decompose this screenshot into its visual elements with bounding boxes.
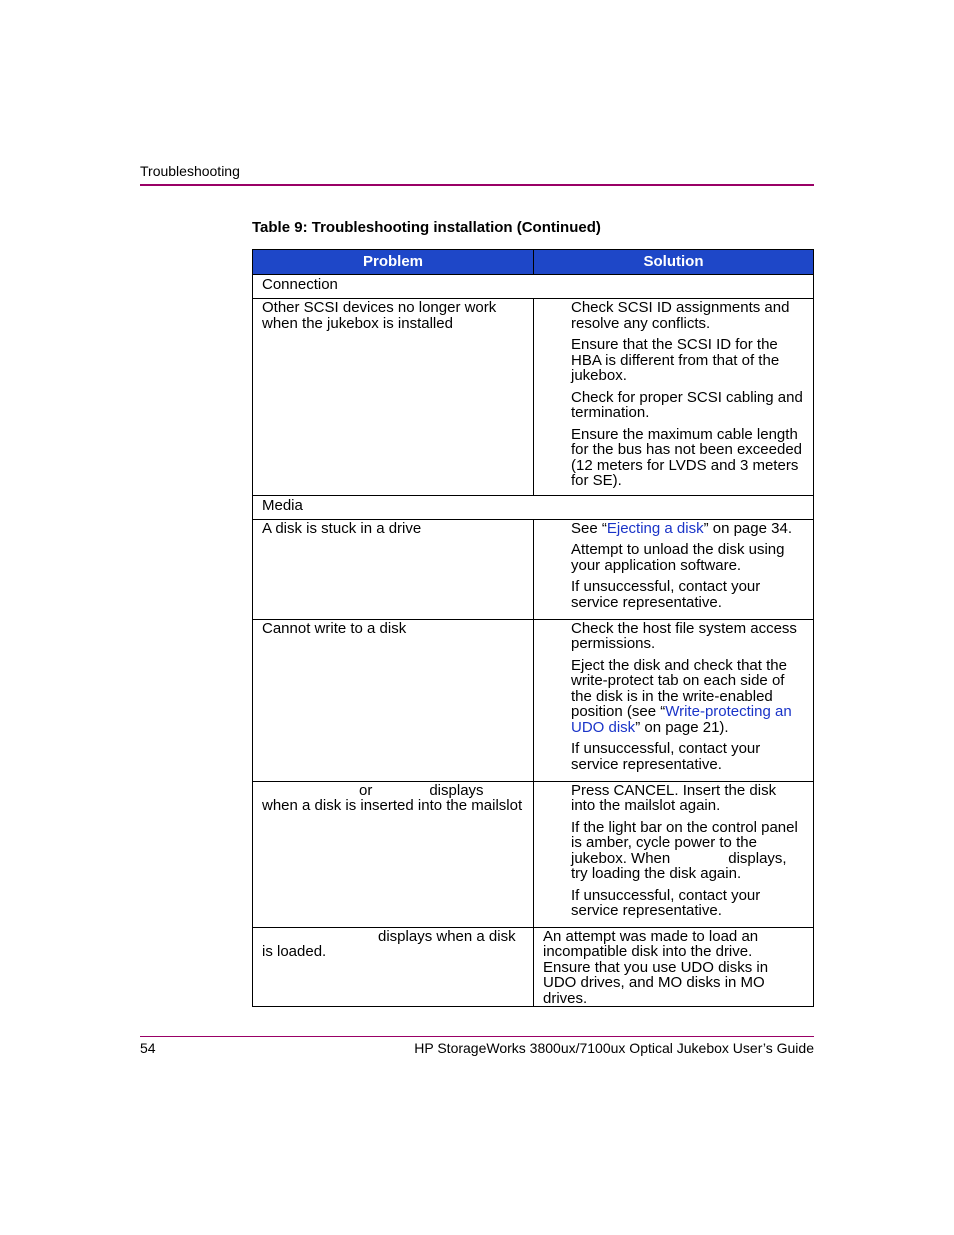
solution-item: Ensure that the SCSI ID for the HBA is different from that of the jukebox. <box>571 336 780 384</box>
solution-text: See “ <box>571 519 607 537</box>
problem-text: or <box>359 781 373 799</box>
table-row <box>253 619 814 781</box>
table-row <box>253 927 814 1007</box>
solution-item: Check for proper SCSI cabling and termination. <box>571 388 803 421</box>
section-row-media <box>253 495 814 519</box>
solution-text: If the light bar on the control panel is amber, cycle power to the jukebox. When <box>571 818 798 867</box>
problem-cell <box>253 927 534 1007</box>
problem-text: when a disk is inserted into the mailslot <box>262 797 523 814</box>
solution-item <box>571 521 803 537</box>
solution-item: Check SCSI ID assignments and resolve any conflicts. <box>571 299 790 332</box>
problem-text: displays when a disk <box>378 927 516 945</box>
solution-text: ” on page 21). <box>635 718 729 736</box>
solution-text: . Insert the disk into the mailslot again. <box>571 781 777 814</box>
problem-text: displays <box>429 781 484 799</box>
problem-cell: A disk is stuck in a drive <box>253 519 534 619</box>
table-header-row <box>253 250 814 275</box>
solution-text: ” on page 34. <box>703 519 792 537</box>
solution-item: Attempt to unload the disk using your application software. <box>571 541 785 574</box>
troubleshooting-table <box>252 249 814 1007</box>
solution-item: If unsuccessful, contact your service representative. <box>571 578 761 611</box>
section-title-connection: Connection <box>253 275 814 299</box>
section-row-connection <box>253 275 814 299</box>
section-title-media: Media <box>253 495 814 519</box>
header-rule <box>140 184 814 186</box>
column-header-problem: Problem <box>253 250 534 275</box>
write-protecting-link[interactable]: Write-protecting an UDO disk <box>571 703 792 736</box>
solution-item: If unsuccessful, contact your service representative. <box>571 740 761 773</box>
solution-cell: An attempt was made to load an incompatible disk into the drive. Ensure that you use UDO disks in UDO drives, and MO disks in MO drives. <box>534 927 814 1007</box>
page-number: 54 <box>140 1040 156 1056</box>
footer-rule <box>140 1036 814 1037</box>
solution-item: Ensure the maximum cable length for the bus has not been exceeded (12 meters for LVDS and 3 meters for SE). <box>571 425 803 489</box>
solution-text: Press <box>571 781 614 799</box>
running-header: Troubleshooting <box>140 163 240 179</box>
solution-cell <box>534 619 814 781</box>
solution-item: If unsuccessful, contact your service representative. <box>571 886 761 919</box>
solution-cell <box>534 781 814 927</box>
guide-title: HP StorageWorks 3800ux/7100ux Optical Jukebox User’s Guide <box>414 1040 814 1056</box>
solution-item <box>571 820 803 882</box>
solution-item <box>571 658 803 736</box>
problem-cell: Other SCSI devices no longer work when the jukebox is installed <box>253 299 534 496</box>
cancel-key-label: CANCEL <box>613 781 675 799</box>
ejecting-disk-link[interactable]: Ejecting a disk <box>606 519 704 537</box>
solution-cell <box>534 299 814 496</box>
solution-cell <box>534 519 814 619</box>
problem-cell: Cannot write to a disk <box>253 619 534 781</box>
table-caption: Table 9: Troubleshooting installation (Continued) <box>252 219 601 236</box>
column-header-solution: Solution <box>534 250 814 275</box>
problem-text: is loaded. <box>262 943 327 960</box>
solution-item <box>571 783 803 814</box>
table-row <box>253 519 814 619</box>
solution-text: Eject the disk and check that the write-protect tab on each side of the disk is in the write-enabled position (see “ <box>571 656 787 720</box>
table-row <box>253 781 814 927</box>
table-row <box>253 299 814 496</box>
solution-text: displays, try loading the disk again. <box>571 849 787 882</box>
solution-item: Check the host file system access permissions. <box>571 619 797 652</box>
problem-cell <box>253 781 534 927</box>
